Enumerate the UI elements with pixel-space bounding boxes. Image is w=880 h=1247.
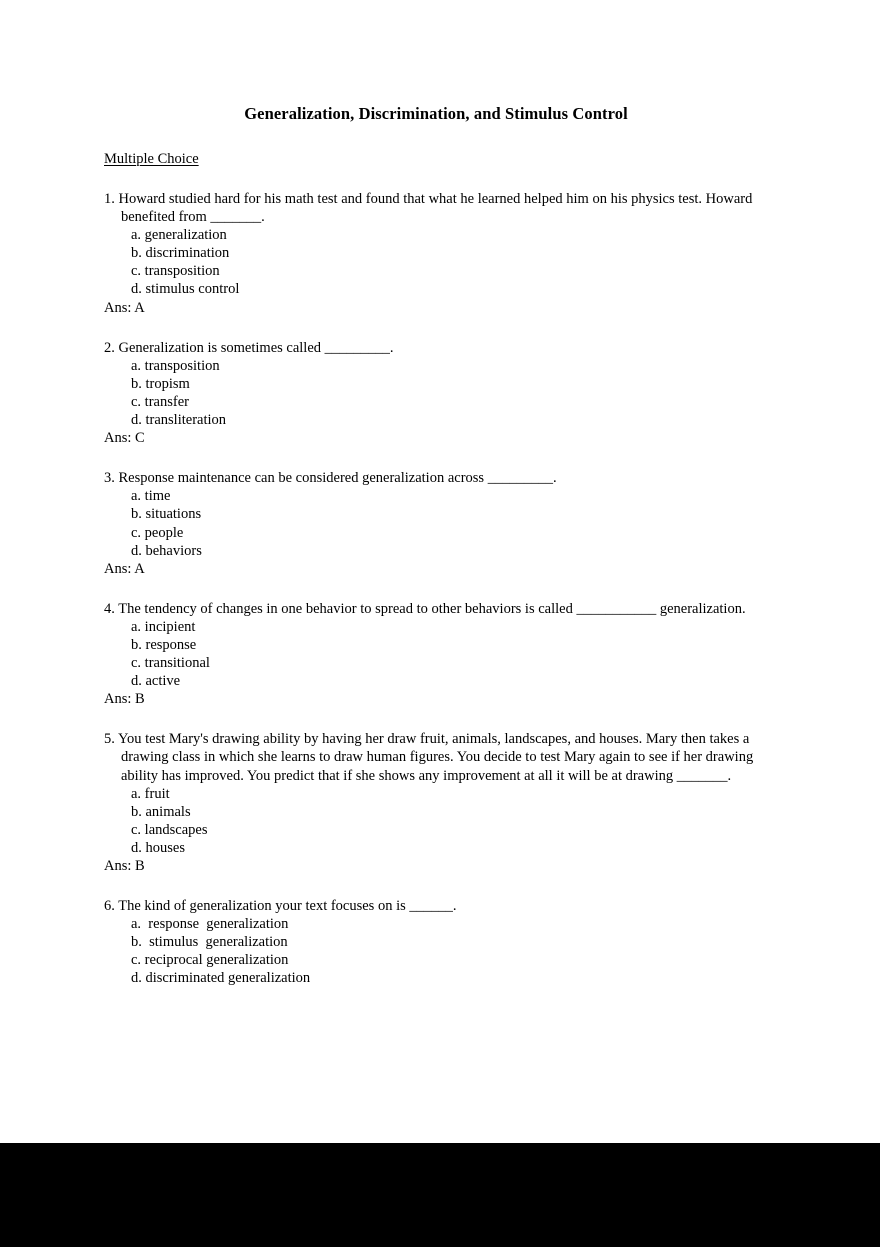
answer-line: Ans: A [104, 299, 145, 316]
question-number: 3. [104, 470, 115, 487]
option-item[interactable]: a. response generalization [131, 916, 289, 933]
option-item[interactable]: d. discriminated generalization [131, 970, 311, 987]
question-text: The kind of generalization your text focuses on is ______. [118, 898, 457, 915]
question-block [104, 600, 768, 709]
option-item[interactable]: c. transitional [131, 655, 210, 672]
option-item[interactable]: a. incipient [131, 618, 196, 635]
answer-line: Ans: B [104, 858, 145, 875]
question-number: 5. [104, 731, 115, 748]
option-item[interactable]: c. reciprocal generalization [131, 952, 289, 969]
option-item[interactable]: b. response [131, 636, 197, 653]
question-stem [104, 897, 768, 915]
option-item[interactable]: b. animals [131, 803, 191, 820]
option-list [104, 487, 768, 559]
option-item[interactable]: c. transfer [131, 393, 189, 410]
question-block [104, 190, 768, 317]
question-number: 6. [104, 898, 115, 915]
question-text: Generalization is sometimes called _________. [118, 339, 394, 356]
question-stem [104, 339, 768, 357]
option-item[interactable]: a. transposition [131, 357, 220, 374]
document-content [104, 104, 768, 988]
option-list [104, 357, 768, 429]
option-item[interactable]: c. people [131, 524, 184, 541]
question-number: 4. [104, 600, 115, 617]
question-number: 2. [104, 339, 115, 356]
question-block [104, 339, 768, 448]
page-footer-band [0, 1143, 880, 1247]
option-item[interactable]: b. stimulus generalization [131, 934, 288, 951]
option-item[interactable]: c. landscapes [131, 821, 208, 838]
answer-line: Ans: A [104, 560, 145, 577]
question-stem [104, 730, 768, 784]
option-item[interactable]: a. generalization [131, 227, 227, 244]
question-text: The tendency of changes in one behavior to spread to other behaviors is called ___________ generalization. [118, 600, 746, 617]
option-item[interactable]: d. active [131, 673, 181, 690]
question-block [104, 730, 768, 875]
option-item[interactable]: d. behaviors [131, 542, 202, 559]
question-stem [104, 469, 768, 487]
section-heading-multiple-choice [104, 151, 768, 168]
question-number: 1. [104, 191, 115, 208]
question-block [104, 469, 768, 578]
answer-line: Ans: B [104, 691, 145, 708]
option-item[interactable]: d. transliteration [131, 412, 227, 429]
option-item[interactable]: b. situations [131, 506, 202, 523]
option-list [104, 915, 768, 987]
option-list [104, 226, 768, 298]
section-heading-label: Multiple Choice [104, 150, 199, 167]
question-text: Response maintenance can be considered generalization across _________. [118, 470, 557, 487]
question-text: You test Mary's drawing ability by having her draw fruit, animals, landscapes, and houses. Mary then takes a drawing class in which she learns to draw human figures. You decide to test Mary again to see if her drawing ability has improved. You predict that if she shows any improvement at all it will be at drawing _______. [117, 731, 757, 784]
option-list [104, 785, 768, 857]
option-item[interactable]: c. transposition [131, 263, 220, 280]
option-item[interactable]: a. fruit [131, 785, 170, 802]
option-item[interactable]: d. stimulus control [131, 281, 240, 298]
question-block [104, 897, 768, 987]
answer-line: Ans: C [104, 430, 145, 447]
option-item[interactable]: a. time [131, 488, 171, 505]
option-list [104, 618, 768, 690]
option-item[interactable]: d. houses [131, 839, 185, 856]
question-stem [104, 190, 768, 226]
option-item[interactable]: b. tropism [131, 375, 190, 392]
question-text: Howard studied hard for his math test and found that what he learned helped him on his physics test. Howard benefited from _______. [118, 191, 756, 226]
option-item[interactable]: b. discrimination [131, 245, 230, 262]
page-title: Generalization, Discrimination, and Stimulus Control [244, 104, 628, 123]
question-stem [104, 600, 768, 618]
